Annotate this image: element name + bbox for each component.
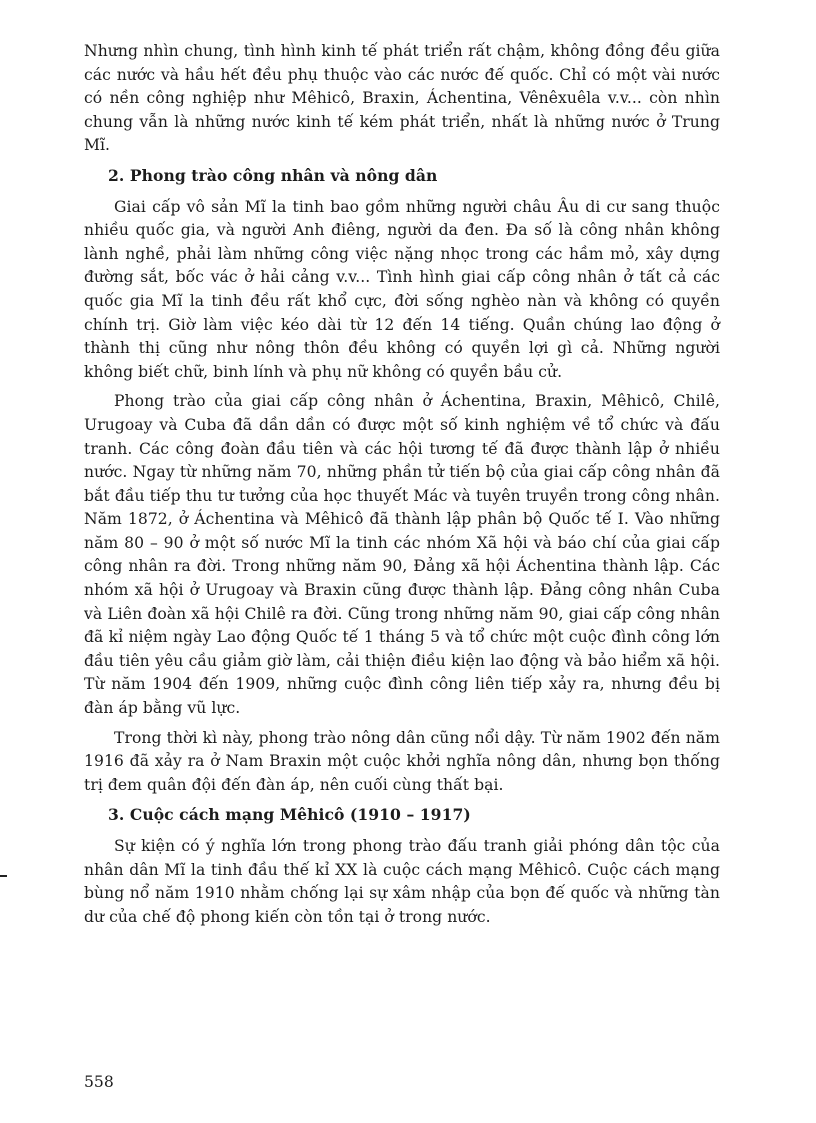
margin-mark: [0, 875, 7, 877]
paragraph-workers-movement: Phong trào của giai cấp công nhân ở Áchentina, Braxin, Mêhicô, Chilê, Urugoay và Cuba đã dần dần có được một số kinh nghiệm về tổ chức và đấu tranh. Các công đoàn đầu tiên và các hội tương tế đã được thành lập ở nhiều nước. Ngay từ những năm 70, những phần tử tiến bộ của giai cấp công nhân đã bắt đầu tiếp thu tư tưởng của học thuyết Mác và tuyên truyền trong công nhân. Năm 1872, ở Áchentina và Mêhicô đã thành lập phân bộ Quốc tế I. Vào những năm 80 – 90 ở một số nước Mĩ la tinh các nhóm Xã hội và báo chí của giai cấp công nhân ra đời. Trong những năm 90, Đảng xã hội Áchentina thành lập. Các nhóm xã hội ở Urugoay và Braxin cũng được thành lập. Đảng công nhân Cuba và Liên đoàn xã hội Chilê ra đời. Cũng trong những năm 90, giai cấp công nhân đã kỉ niệm ngày Lao động Quốc tế 1 tháng 5 và tổ chức một cuộc đình công lớn đầu tiên yêu cầu giảm giờ làm, cải thiện điều kiện lao động và bảo hiểm xã hội. Từ năm 1904 đến 1909, những cuộc đình công liên tiếp xảy ra, nhưng đều bị đàn áp bằng vũ lực.: [84, 392, 720, 718]
page-number: 558: [84, 1073, 114, 1091]
section-heading-3: 3. Cuộc cách mạng Mêhicô (1910 – 1917): [108, 805, 471, 825]
section-heading-2: 2. Phong trào công nhân và nông dân: [108, 165, 438, 185]
text-column: [84, 40, 720, 929]
paragraph-proletariat: Giai cấp vô sản Mĩ la tinh bao gồm những người châu Âu di cư sang thuộc nhiều quốc gia, và người Anh điêng, người da đen. Đa số là công nhân không lành nghề, phải làm những công việc nặng nhọc trong các hầm mỏ, xây dựng đường sắt, bốc vác ở hải cảng v.v... Tình hình giai cấp công nhân ở tất cả các quốc gia Mĩ la tinh đều rất khổ cực, đời sống nghèo nàn và không có quyền chính trị. Giờ làm việc kéo dài từ 12 đến 14 tiếng. Quần chúng lao động ở thành thị cũng như nông thôn đều không có quyền lợi gì cả. Những người không biết chữ, binh lính và phụ nữ không có quyền bầu cử.: [84, 197, 720, 381]
paragraph-economy: Nhưng nhìn chung, tình hình kinh tế phát triển rất chậm, không đồng đều giữa các nước và hầu hết đều phụ thuộc vào các nước đế quốc. Chỉ có một vài nước có nền công nghiệp như Mêhicô, Braxin, Áchentina, Vênêxuêla v.v... còn nhìn chung vẫn là những nước kinh tế kém phát triển, nhất là những nước ở Trung Mĩ.: [84, 42, 720, 155]
paragraph-mexican-revolution: Sự kiện có ý nghĩa lớn trong phong trào đấu tranh giải phóng dân tộc của nhân dân Mĩ la tinh đầu thế kỉ XX là cuộc cách mạng Mêhicô. Cuộc cách mạng bùng nổ năm 1910 nhằm chống lại sự xâm nhập của bọn đế quốc và những tàn dư của chế độ phong kiến còn tồn tại ở trong nước.: [84, 837, 720, 926]
paragraph-peasant-movement: Trong thời kì này, phong trào nông dân cũng nổi dậy. Từ năm 1902 đến năm 1916 đã xảy ra ở Nam Braxin một cuộc khởi nghĩa nông dân, nhưng bọn thống trị đem quân đội đến đàn áp, nên cuối cùng thất bại.: [84, 728, 720, 794]
